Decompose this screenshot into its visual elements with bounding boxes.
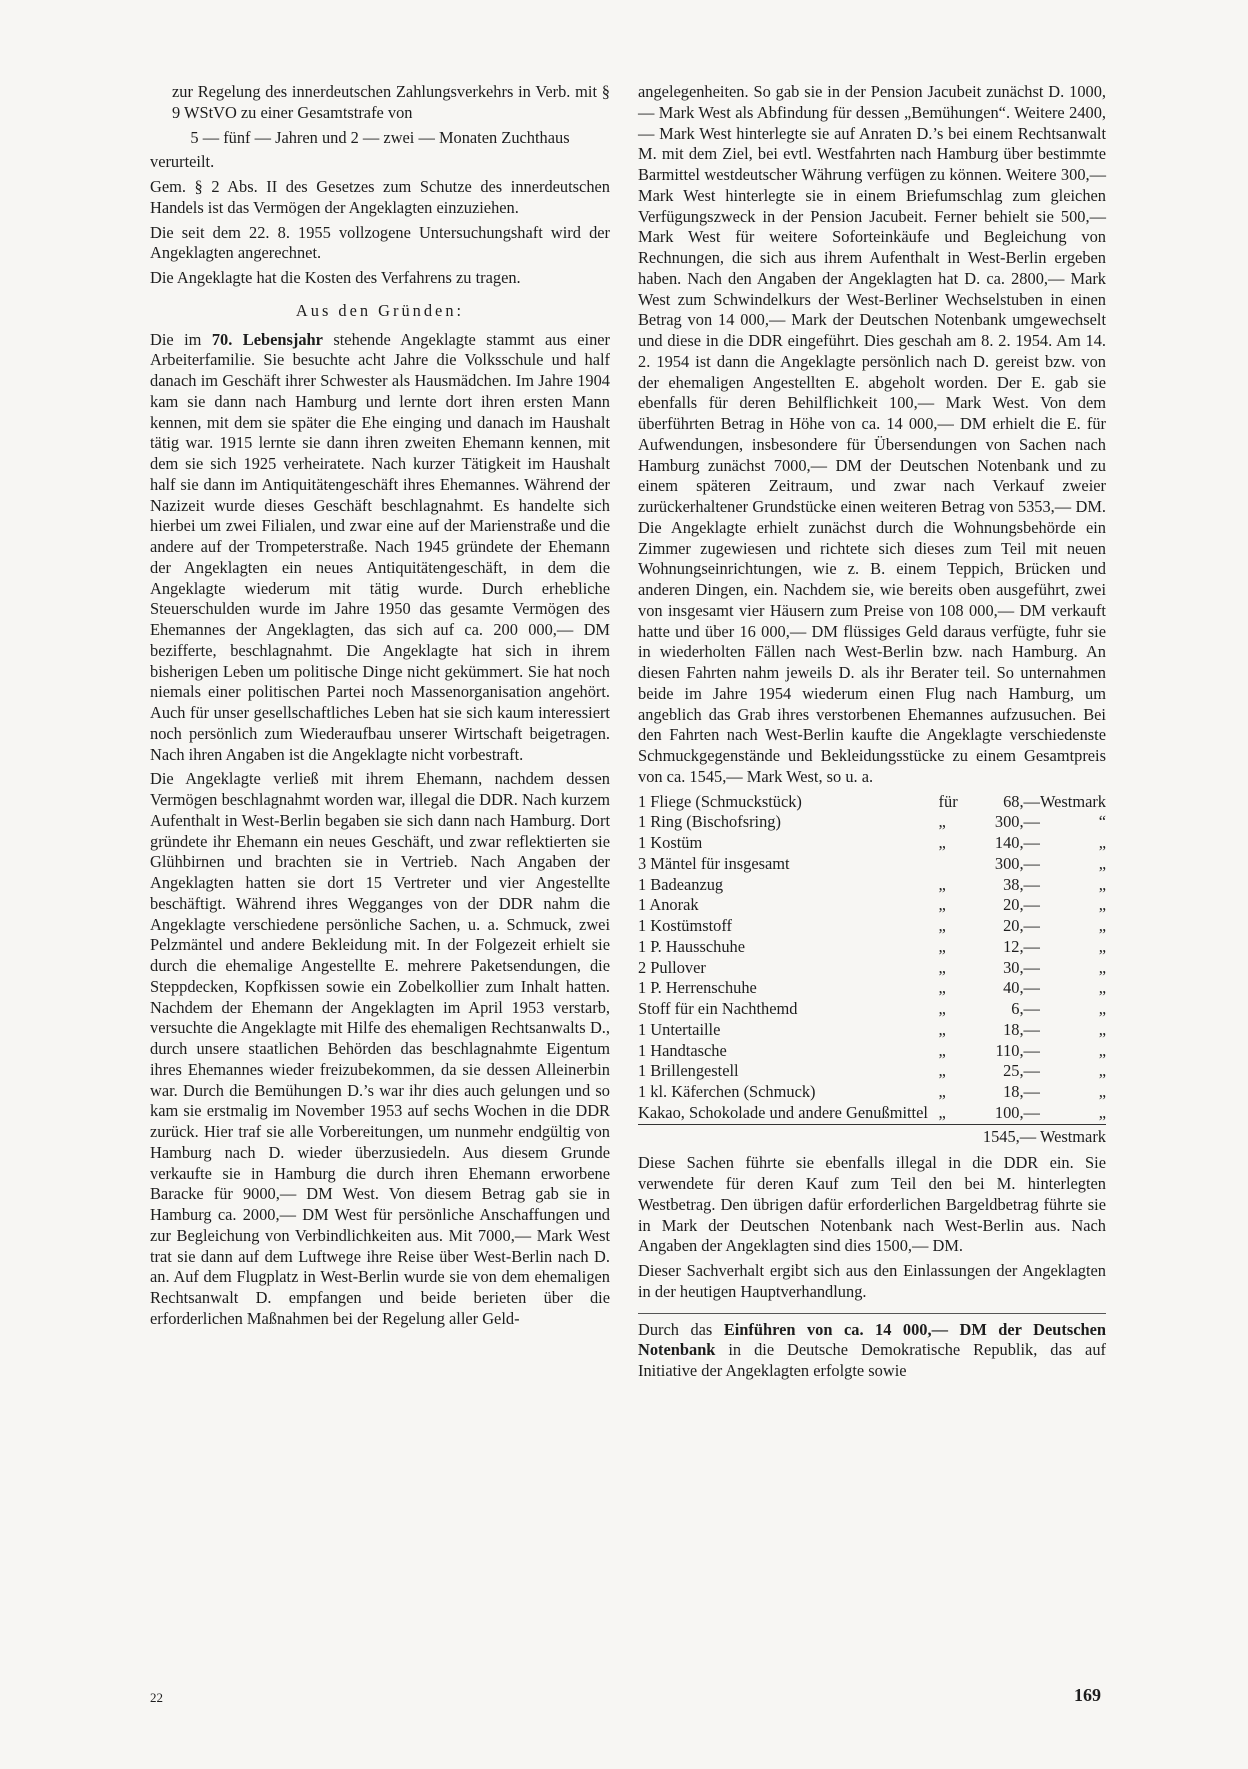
list-item [638, 937, 1106, 958]
item-currency: „ [1098, 957, 1106, 977]
item-currency: „ [1098, 1061, 1106, 1081]
list-item [638, 895, 1106, 916]
item-price: 18,— [1003, 1019, 1040, 1039]
item-price: 18,— [1003, 1082, 1040, 1101]
total-value: 1545,— Westmark [978, 1124, 1106, 1147]
item-name: 1 P. Hausschuhe [638, 936, 745, 956]
item-price: 100,— [994, 1102, 1040, 1122]
item-currency: „ [1098, 874, 1106, 894]
paragraph: Die seit dem 22. 8. 1955 vollzogene Untersuchungshaft wird der Angeklagten angerechnet. [150, 222, 610, 263]
list-item [638, 1061, 1106, 1082]
text-run: in die Deutsche Demokratische Republik, das auf Initiative der Angeklagten erfolgte sowie [638, 1340, 1106, 1380]
item-currency: „ [1098, 1040, 1106, 1060]
item-prefix: für [938, 791, 958, 811]
paragraph: Die Angeklagte hat die Kosten des Verfahrens zu tragen. [150, 268, 521, 287]
item-name: 1 kl. Käferchen (Schmuck) [638, 1082, 816, 1101]
item-price: 25,— [1003, 1061, 1040, 1081]
item-name: 1 Anorak [638, 895, 699, 915]
footer-left-number: 22 [150, 1690, 163, 1705]
item-price: 38,— [1003, 874, 1040, 894]
list-item [638, 833, 1106, 854]
item-prefix: „ [938, 1019, 946, 1039]
section-heading: Aus den Gründen: [295, 300, 465, 320]
item-price: 300,— [994, 853, 1040, 873]
paragraph: Diese Sachen führte sie ebenfalls illegal in die DDR ein. Sie verwendete für deren Kauf zum Teil den bei M. hinterlegten Westbetrag. Den übrigen dafür erforderlichen Bargeldbetrag führte sie in Mark der Deutschen Notenbank nach West-Berlin aus. Nach Angaben der Angeklagten sind dies 1500,— DM. [638, 1153, 1106, 1256]
item-price: 20,— [1003, 916, 1040, 935]
list-item [638, 978, 1106, 999]
item-prefix: „ [938, 1082, 946, 1101]
item-prefix: „ [938, 999, 946, 1018]
paragraph: Dieser Sachverhalt ergibt sich aus den Einlassungen der Angeklagten in der heutigen Hauptverhandlung. [638, 1261, 1106, 1301]
item-prefix: „ [938, 812, 946, 832]
left-column [150, 82, 610, 1334]
item-price: 30,— [1003, 957, 1040, 977]
bold-text: Einführen von ca. 14 000,— DM der Deutschen Notenbank [638, 1319, 1107, 1360]
item-prefix: „ [938, 833, 946, 852]
item-name: 1 Kostüm [638, 833, 703, 852]
item-currency: „ [1098, 999, 1106, 1018]
item-name: 1 Untertaille [638, 1019, 721, 1039]
item-price: 68,— [1003, 791, 1040, 811]
item-currency: „ [1098, 833, 1106, 852]
item-price: 40,— [1003, 978, 1040, 998]
item-prefix: „ [938, 895, 946, 915]
item-name: 1 Ring (Bischofsring) [638, 812, 781, 832]
page-number: 169 [1074, 1685, 1101, 1705]
paragraph: zur Regelung des innerdeutschen Zahlungsverkehrs in Verb. mit § 9 WStVO zu einer Gesamtstrafe von [172, 82, 610, 122]
paragraph: verurteilt. [150, 152, 215, 172]
list-item [638, 792, 1106, 813]
paragraph [150, 330, 610, 766]
item-prefix: „ [938, 957, 946, 977]
list-item [638, 958, 1106, 979]
list-item [638, 875, 1106, 896]
item-currency: „ [1098, 895, 1106, 915]
item-currency: „ [1098, 916, 1106, 935]
item-prefix [939, 854, 978, 875]
item-price: 12,— [1003, 936, 1040, 956]
item-prefix: „ [938, 916, 946, 935]
item-name: 1 P. Herrenschuhe [638, 978, 757, 998]
paragraph [638, 1320, 1106, 1382]
text-run: Die im [150, 329, 212, 349]
item-name: 3 Mäntel für insgesamt [638, 853, 790, 873]
item-name: 2 Pullover [638, 957, 706, 977]
purchase-list [638, 792, 1106, 1148]
item-currency: „ [1098, 1102, 1106, 1122]
bold-text: 70. Lebensjahr [211, 329, 323, 349]
list-item [638, 812, 1106, 833]
divider [638, 1313, 1106, 1314]
paragraph: Gem. § 2 Abs. II des Gesetzes zum Schutze des innerdeutschen Handels ist das Vermögen der Angeklagten einzuziehen. [150, 177, 610, 217]
item-name: 1 Brillengestell [638, 1061, 739, 1081]
item-name: 1 Badeanzug [638, 874, 724, 894]
item-name: 1 Kostümstoff [638, 916, 732, 935]
item-currency: „ [1098, 1082, 1106, 1101]
item-name: Kakao, Schokolade und andere Genußmittel [638, 1102, 928, 1122]
item-currency: „ [1098, 1019, 1106, 1039]
list-item [638, 854, 1106, 875]
text-run: stehende Angeklagte stammt aus einer Arbeiterfamilie. Sie besuchte acht Jahre die Volksschule und half danach im Geschäft ihrer Schwester als Hausmädchen. Im Jahre 1904 kam sie dann nach Hamburg und lernte dort ihren ersten Mann kennen, mit dem sie später die Ehe einging und danach im Haushalt tätig war. 1915 lernte sie dann ihren zweiten Ehemann kennen, mit dem sie sich 1925 verheiratete. Nach kurzer Tätigkeit im Haushalt half sie dann im Antiquitätengeschäft ihres Ehemannes. Während der Nazizeit wurde dieses Geschäft beschlagnahmt. Es handelte sich hierbei um zwei Filialen, und zwar eine auf der Marienstraße und die andere auf der Trompeterstraße. Nach 1945 gründete der Ehemann der Angeklagten ein neues Antiquitätengeschäft, in dem die Angeklagte wiederum mit tätig wurde. Durch erhebliche Steuerschulden wurde im Jahre 1950 das gesamte Vermögen des Ehemannes der Angeklagten, das sich auf ca. 200 000,— DM bezifferte, beschlagnahmt. Die Angeklagte hat sich in ihrem bisherigen Leben um politische Dinge nicht gekümmert. Sie hat noch niemals einer politischen Partei noch Massenorganisation angehört. Auch für unser gesellschaftliches Leben hat sie sich kaum interessiert noch persönlich zum Wiederaufbau unserer Wirtschaft beigetragen. Nach ihren Angaben ist die Angeklagte nicht vorbestraft. [150, 329, 610, 764]
item-prefix: „ [938, 874, 946, 894]
item-name: Stoff für ein Nachthemd [638, 999, 798, 1018]
item-price: 110,— [995, 1040, 1040, 1060]
item-prefix: „ [938, 978, 946, 998]
list-item [638, 1041, 1106, 1062]
item-currency: „ [1098, 853, 1106, 873]
item-currency: „ [1098, 936, 1106, 956]
right-column [638, 82, 1106, 1386]
list-item [638, 999, 1106, 1020]
item-price: 300,— [994, 812, 1040, 832]
item-prefix: „ [938, 1102, 946, 1122]
list-item [638, 1103, 1106, 1124]
item-price: 20,— [1003, 895, 1040, 915]
item-currency: „ [1098, 978, 1106, 998]
list-item [638, 916, 1106, 937]
paragraph: Die Angeklagte verließ mit ihrem Ehemann, nachdem dessen Vermögen beschlagnahmt worden war, illegal die DDR. Nach kurzem Aufenthalt in West-Berlin begaben sie sich dann nach Hamburg. Dort gründete ihr Ehemann ein neues Geschäft, und zwar reflektierten sie Glühbirnen und brachten sie in Vertrieb. Nach Angaben der Angeklagten hatten sie dort 15 Vertreter und vier Angestellte beschäftigt. Während ihres Wegganges von der DDR nahm die Angeklagte verschiedene persönliche Sachen, u. a. Schmuck, zwei Pelzmäntel und andere Bekleidung mit. In der Folgezeit erhielt sie durch die ehemalige Angestellte E. mehrere Paketsendungen, die Steppdecken, Kopfkissen sowie ein Zobelkollier zum Inhalt hatten. Nachdem der Ehemann der Angeklagten im April 1953 verstarb, versuchte die Angeklagte mit Hilfe des ehemaligen Rechtsanwalts D., durch unsere staatlichen Behörden das beschlagnahmte Eigentum ihres Ehemannes wieder freizubekommen, da sie dessen Alleinerbin war. Durch die Bemühungen D.’s war ihr dies auch gelungen und so kam sie erstmalig im November 1953 auf sechs Wochen in die DDR zurück. Hier traf sie alle Vorbereitungen, um nunmehr endgültig von Hamburg nach D. wieder überzusiedeln. Aus diesem Grunde verkaufte sie in Hamburg die durch ihren Ehemann erworbene Baracke für 9000,— DM West. Von diesem Betrag gab sie in Hamburg ca. 2000,— DM West für persönliche Anschaffungen und zur Begleichung von Verbindlichkeiten aus. Mit 7000,— Mark West trat sie dann auf dem Luftwege ihre Reise über West-Berlin nach D. an. Auf dem Flugplatz in West-Berlin wurde sie von dem ehemaligen Rechtsanwalt D. empfangen und beide berieten über die erforderlichen Maßnahmen bei der Regelung aller Geld- [150, 769, 610, 1328]
list-item [638, 1082, 1106, 1103]
item-prefix: „ [938, 1061, 946, 1081]
item-price: 140,— [994, 833, 1040, 852]
item-name: 1 Fliege (Schmuckstück) [638, 791, 802, 811]
item-currency: “ [1098, 812, 1106, 832]
paragraph: angelegenheiten. So gab sie in der Pension Jacubeit zunächst D. 1000,— Mark West als Abfindung für dessen „Bemühungen“. Weitere 2400,— Mark West hinterlegte sie auf Anraten D.’s bei einem Rechtsanwalt M. mit dem Ziel, bei evtl. Westfahrten nach Hamburg über bestimmte Barmittel westdeutscher Währung verfügen zu können. Weitere 300,— Mark West hinterlegte sie in einem Briefumschlag zum gleichen Verfügungszweck in der Pension Jacubeit. Ferner behielt sie 500,— Mark West für weitere Soforteinkäufe und Begleichung von Rechnungen, die sich aus ihrem Aufenthalt in West-Berlin ergeben haben. Nach den Angaben der Angeklagten hat D. ca. 2800,— Mark West zum Schwindelkurs der West-Berliner Wechselstuben in einen Betrag von 14 000,— Mark der Deutschen Notenbank umgewechselt und diese in die DDR eingeführt. Dies geschah am 8. 2. 1954. Am 14. 2. 1954 ist dann die Angeklagte persönlich nach D. gereist bzw. von der ehemaligen Angestellten E. abgeholt worden. Der E. gab sie ebenfalls für deren Behilflichkeit 100,— Mark West. Von dem überführten Betrag in Höhe von ca. 14 000,— DM erhielt die E. für Aufwendungen, insbesondere für Übersendungen von Sachen nach Hamburg zunächst 7000,— DM der Deutschen Notenbank und zu einem späteren Zeitraum, und zwar nach Verkauf zweier zurückerhaltener Grundstücke einen weiteren Betrag von 5353,— DM. Die Angeklagte erhielt zunächst durch die Wohnungsbehörde ein Zimmer zugewiesen und richtete sich dieses zum Teil mit neuen Wohnungseinrichtungen, wie z. B. einem Teppich, Brücken und anderen Dingen, ein. Nachdem sie, wie bereits oben ausgeführt, zwei von insgesamt vier Häusern zum Preise von 108 000,— DM verkauft hatte und über 16 000,— DM flüssiges Geld daraus verfügte, fuhr sie in wiederholten Fällen nach West-Berlin bzw. nach Hamburg. An diesen Fahrten nahm jeweils D. als ihr Berater teil. So unternahmen beide im Jahre 1954 wiederum einen Flug nach Hamburg, um angeblich das Grab ihres verstorbenen Ehemannes aufzusuchen. Bei den Fahrten nach West-Berlin kaufte die Angeklagte verschiedenste Schmuckgegenstände und Bekleidungsstücke zu einem Gesamtpreis von ca. 1545,— Mark West, so u. a. [638, 82, 1106, 786]
item-prefix: „ [938, 936, 946, 956]
item-currency: Westmark [1039, 791, 1106, 811]
list-item [638, 1020, 1106, 1041]
item-prefix: „ [938, 1040, 946, 1060]
total-row [638, 1124, 1106, 1147]
item-name: 1 Handtasche [638, 1040, 727, 1060]
text-run: Durch das [638, 1319, 724, 1339]
sentence-line: 5 — fünf — Jahren und 2 — zwei — Monaten Zuchthaus [190, 127, 570, 147]
item-price: 6,— [1011, 999, 1040, 1018]
